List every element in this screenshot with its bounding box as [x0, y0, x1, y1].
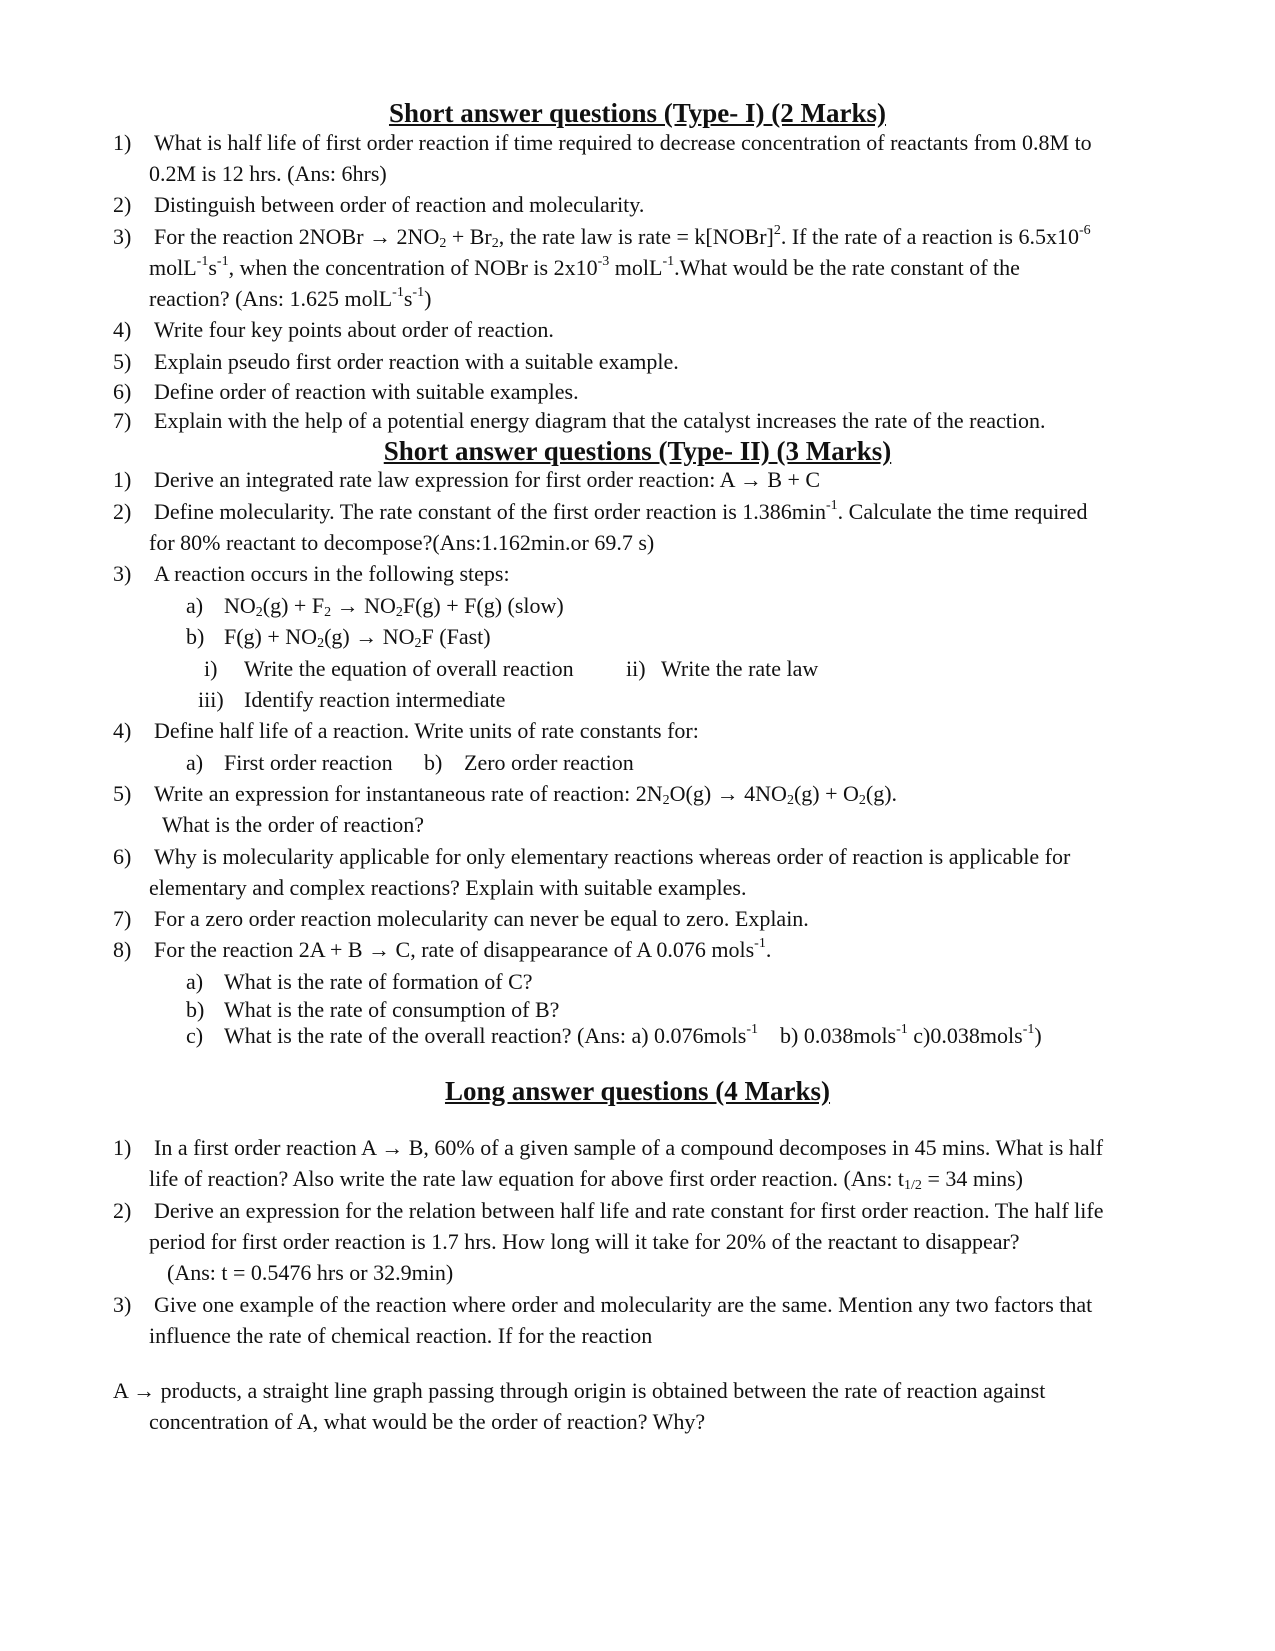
question-text: For the reaction 2NOBr → $2NO_2 + Br_2$, the rate law is rate = k[NOBr]$^2$. If the rate of a reaction is $6.5x10^{-6}$ — [154, 222, 1091, 251]
question-text: reaction? (Ans: 1.625 $molL^{-1}s^{-1}$) — [149, 284, 432, 311]
question-number: 4) — [113, 718, 132, 743]
question-text: A → products, a straight line graph passing through origin is obtained between the rate of reaction against — [113, 1378, 1046, 1403]
question-text: What is the order of reaction? — [162, 812, 425, 837]
question-text: For the reaction 2A + B → C, rate of disappearance of A 0.076 mols$^{-1}$. — [154, 935, 772, 962]
sub-item-label: c) — [186, 1023, 204, 1048]
sub-item-text: Write the equation of overall reaction — [244, 656, 574, 681]
question-number: 2) — [113, 1198, 132, 1223]
sub-item-label: b) — [424, 750, 443, 775]
question-number: 3) — [113, 1292, 132, 1317]
question-number: 2) — [113, 192, 132, 217]
sub-item-text: $NO_2(g) + F_2 \to NO_2F(g) + F(g)$ (slow) — [224, 593, 564, 620]
question-text: influence the rate of chemical reaction. If for the reaction — [149, 1323, 653, 1348]
question-number: 5) — [113, 349, 132, 374]
sub-item-text: What is the rate of formation of C? — [224, 969, 533, 994]
question-text: Define half life of a reaction. Write units of rate constants for: — [154, 718, 699, 743]
question-text: Define molecularity. The rate constant of the first order reaction is $1.386\min^{-1}$. Calculate the time required — [154, 497, 1088, 524]
question-text: In a first order reaction A → B, 60% of a given sample of a compound decomposes in 45 mins. What is half — [154, 1135, 1104, 1160]
question-text: period for first order reaction is 1.7 hrs. How long will it take for 20% of the reactant to disappear? — [149, 1229, 1020, 1254]
question-text: Explain pseudo first order reaction with a suitable example. — [154, 349, 679, 374]
question-number: 1) — [113, 1135, 132, 1160]
question-number: 6) — [113, 379, 132, 404]
section-heading-type2: Short answer questions (Type- II) (3 Marks) — [383, 436, 892, 466]
question-text: Derive an integrated rate law expression for first order reaction: A → B + C — [154, 467, 821, 492]
question-text: Write an expression for instantaneous rate of reaction: $2N_2O(g) \to 4NO_2(g) + O_2(g)$. — [154, 781, 898, 808]
sub-item-text: First order reaction — [224, 750, 393, 775]
question-number: 4) — [113, 317, 132, 342]
section-heading-long: Long answer questions (4 Marks) — [444, 1076, 831, 1106]
section-heading-type1: Short answer questions (Type- I) (2 Marks) — [388, 98, 886, 128]
question-text: What is half life of first order reaction if time required to decrease concentration of reactants from 0.8M to — [154, 130, 1092, 155]
sub-item-text: $F(g) + NO_2(g) \to NO_2F$ (Fast) — [224, 624, 491, 651]
question-text: Write four key points about order of reaction. — [154, 317, 554, 342]
sub-item-label: i) — [204, 656, 218, 681]
question-text: (Ans: t = 0.5476 hrs or 32.9min) — [167, 1260, 454, 1285]
question-text: For a zero order reaction molecularity can never be equal to zero. Explain. — [154, 906, 809, 931]
question-text: A reaction occurs in the following steps: — [154, 561, 510, 586]
question-text: life of reaction? Also write the rate law equation for above first order reaction. (Ans: $t_{1/2} = 34$ mins) — [149, 1166, 1023, 1193]
sub-item-text: Zero order reaction — [464, 750, 634, 775]
question-number: 3) — [113, 224, 132, 249]
sub-item-label: a) — [186, 750, 204, 775]
question-number: 2) — [113, 499, 132, 524]
question-number: 5) — [113, 781, 132, 806]
question-text: Give one example of the reaction where order and molecularity are the same. Mention any two factors that — [154, 1292, 1093, 1317]
question-text: Explain with the help of a potential energy diagram that the catalyst increases the rate of the reaction. — [154, 408, 1046, 433]
sub-item-text: What is the rate of consumption of B? — [224, 997, 560, 1022]
question-text: concentration of A, what would be the order of reaction? Why? — [149, 1409, 706, 1434]
question-number: 7) — [113, 906, 132, 931]
question-number: 7) — [113, 408, 132, 433]
question-text: for 80% reactant to decompose?(Ans:1.162min.or 69.7 s) — [149, 530, 655, 555]
sub-item-label: a) — [186, 969, 204, 994]
question-text: Distinguish between order of reaction and molecularity. — [154, 192, 645, 217]
sub-item-text: What is the rate of the overall reaction? (Ans: a) 0.076mols$^{-1}$ b) 0.038mols$^{-1}$ c)0.038mols$^{-1}$) — [224, 1021, 1042, 1048]
question-number: 3) — [113, 561, 132, 586]
sub-item-label: iii) — [198, 687, 224, 712]
sub-item-label: a) — [186, 593, 204, 618]
sub-item-label: b) — [186, 624, 205, 649]
question-text: $molL^{-1}s^{-1}$, when the concentration of NOBr is $2x10^{-3}$ molL$^{-1}$.What would be the rate constant of the — [149, 253, 1020, 280]
sub-item-text: Write the rate law — [661, 656, 819, 681]
sub-item-label: ii) — [626, 656, 646, 681]
question-number: 1) — [113, 467, 132, 492]
question-text: elementary and complex reactions? Explain with suitable examples. — [149, 875, 747, 900]
question-text: Why is molecularity applicable for only elementary reactions whereas order of reaction is applicable for — [154, 844, 1071, 869]
question-number: 6) — [113, 844, 132, 869]
question-number: 1) — [113, 130, 132, 155]
question-text: Derive an expression for the relation between half life and rate constant for first order reaction. The half life — [154, 1198, 1104, 1223]
sub-item-text: Identify reaction intermediate — [244, 687, 506, 712]
question-text: 0.2M is 12 hrs. (Ans: 6hrs) — [149, 161, 387, 186]
question-text: Define order of reaction with suitable examples. — [154, 379, 579, 404]
sub-item-label: b) — [186, 997, 205, 1022]
question-number: 8) — [113, 937, 132, 962]
